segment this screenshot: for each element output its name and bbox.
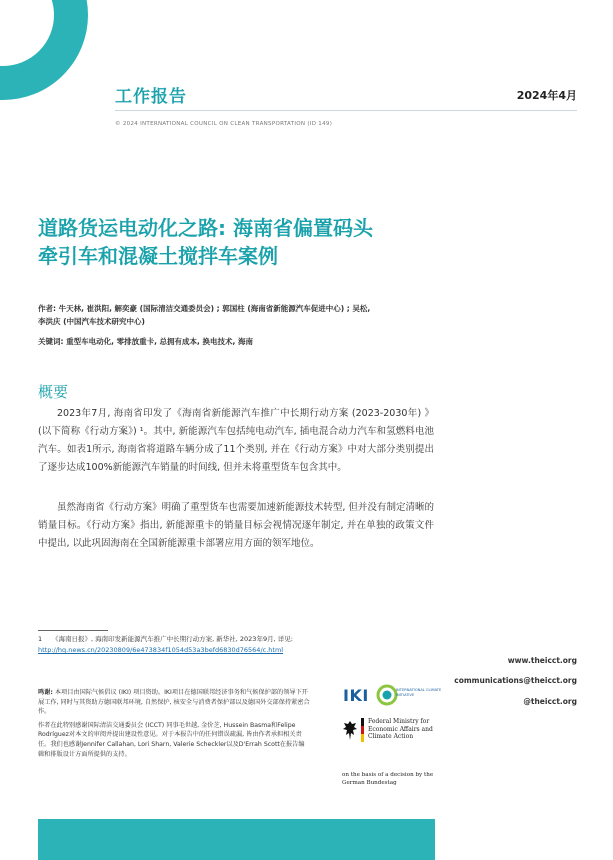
acknowledgment-text-2: 作者在此特别感谢国际清洁交通委员会 (ICCT) 同事毛世越, 金价芝, Hussein Basma和Felipe Rodríguez对本文的审阅并提出建设性意见。对于本报告中的任何错误疏漏, 皆由作者承担相关责任。我们也感谢Jennifer Callahan, Lori Sharn, Valerie Scheckler以及D'Errah Scott在报告编辑和排版设计方面所提供的支持。 xyxy=(38,721,305,758)
federal-eagle-icon xyxy=(342,720,358,742)
title-line-2: 牵引车和混凝土搅拌车案例 xyxy=(38,244,278,268)
iki-circle-icon xyxy=(376,684,398,706)
copyright-line: © 2024 INTERNATIONAL COUNCIL ON CLEAN TRANSPORTATION (ID 149) xyxy=(115,121,333,127)
page-title xyxy=(38,214,468,270)
acknowledgment-lead: 鸣谢: xyxy=(38,689,53,696)
acknowledgment-text-1: 本项目由国际气候倡议 (IKI) 项目资助。IKI项目在德国联邦经济事务和气候保护部的领导下开展工作, 同时与其资助方德国联邦环境, 自然保护, 核安全与消费者保护部以及德国外交部保持紧密合作。 xyxy=(38,689,310,716)
social-handle-link[interactable]: @theicct.org xyxy=(523,697,577,706)
footnote-link[interactable]: http://hq.news.cn/20230809/6e473834f1054d53a3befd6830d76564/c.html xyxy=(38,646,284,654)
decorative-arc xyxy=(0,0,88,100)
authors-line-2: 李洪庆 (中国汽车技术研究中心) xyxy=(38,317,145,326)
footnote-text: 《海南日报》, 海南印发新能源汽车推广中长期行动方案, 新华社, 2023年9月, 详见: xyxy=(52,635,293,643)
flag-stripe-black xyxy=(361,718,364,726)
authors xyxy=(38,302,458,328)
abstract-paragraph-1: 2023年7月, 海南省印发了《海南省新能源汽车推广中长期行动方案 (2023-2030年) 》(以下简称《行动方案》) ¹。其中, 新能源汽车包括纯电动汽车, 插电混合动力汽车和氢燃料电池汽车。如表1所示, 海南省将道路车辆分成了11个类别, 并在《行动方案》中对大部分类别提出了逐步达成100%新能源汽车销量的时间线, 但并未将重型货车包含其中。 xyxy=(38,408,434,473)
email-link[interactable]: communications@theicct.org xyxy=(454,676,577,685)
report-type: 工作报告 xyxy=(115,87,187,107)
report-date: 2024年4月 xyxy=(516,89,577,102)
authors-line-1: 作者: 牛天林, 崔洪阳, 解奕豪 (国际清洁交通委员会) ; 郭国柱 (海南省新能源汽车促进中心) ; 吴松, xyxy=(38,304,371,313)
title-line-1: 道路货运电动化之路: 海南省偏置码头 xyxy=(38,216,373,240)
abstract-paragraph-2: 虽然海南省《行动方案》明确了重型货车也需要加速新能源技术转型, 但并没有制定清晰的销量目标。《行动方案》指出, 新能源重卡的销量目标会视情况逐年制定, 并在单独的政策文件中提出, 以此巩固海南在全国新能源重卡部署应用方面的领军地位。 xyxy=(38,502,434,549)
website-link[interactable]: www.theicct.org xyxy=(507,656,577,665)
iki-logo-text: INTERNATIONAL CLIMATE INITIATIVE xyxy=(396,688,442,697)
footer-color-band xyxy=(38,819,435,860)
flag-stripe-red xyxy=(361,726,364,734)
footnote xyxy=(38,634,438,656)
footnote-number: 1 xyxy=(38,635,43,643)
header-divider xyxy=(115,110,577,111)
iki-logo-letters: IKI xyxy=(343,686,369,705)
bundestag-note: on the basis of a decision by the German Bundestag xyxy=(342,772,434,786)
keywords: 关键词: 重型车电动化, 零排放重卡, 总拥有成本, 换电技术, 海南 xyxy=(38,337,253,346)
acknowledgment xyxy=(38,688,310,763)
footnote-divider xyxy=(38,630,108,631)
flag-stripe-gold xyxy=(361,734,364,742)
section-heading-abstract: 概要 xyxy=(38,383,69,401)
bmwk-logo-text: Federal Ministry for Economic Affairs and Climate Action xyxy=(368,718,433,740)
